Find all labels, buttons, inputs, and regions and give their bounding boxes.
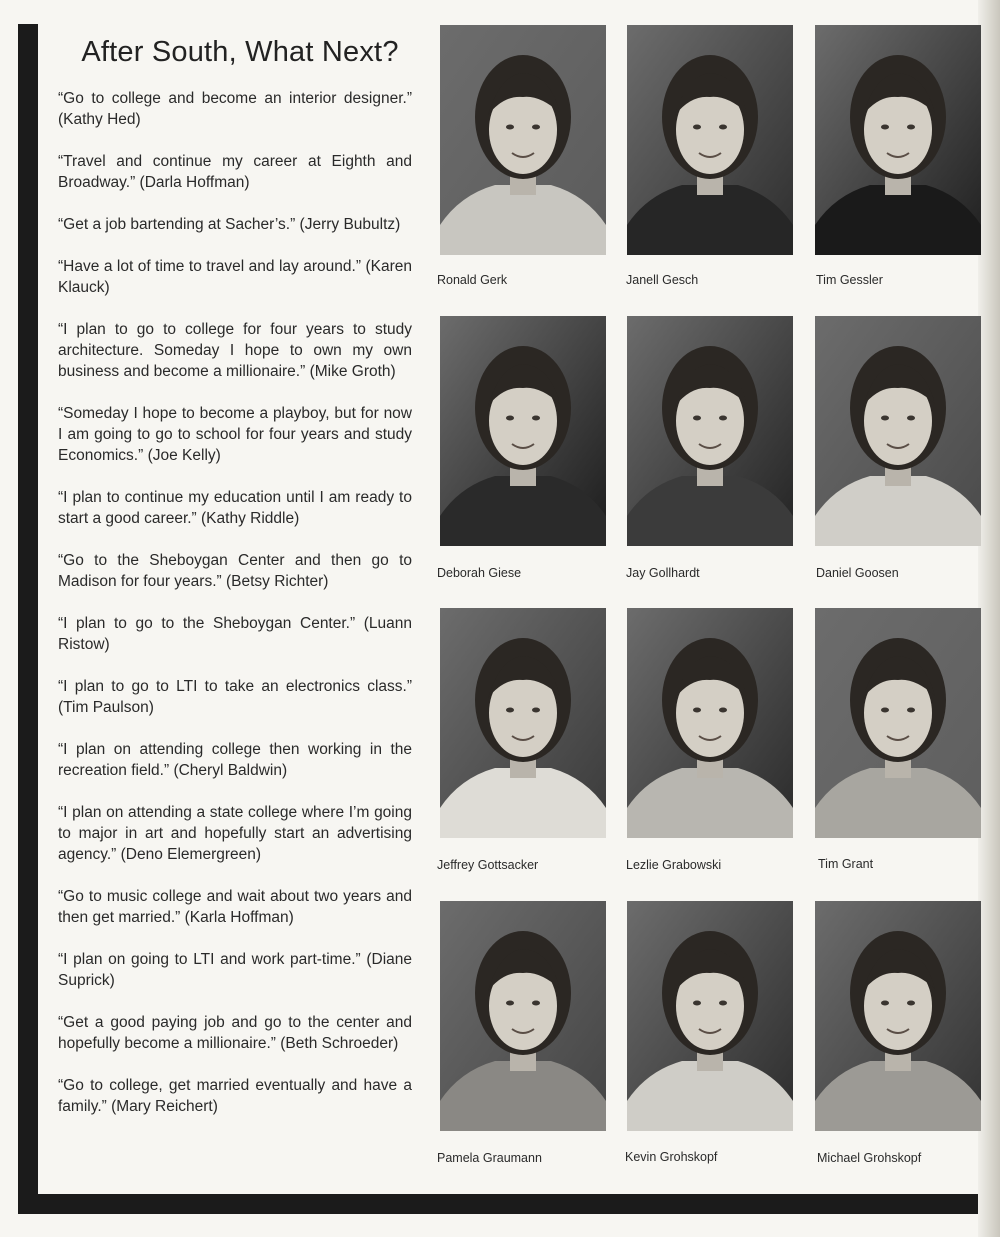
portrait-caption: Deborah Giese	[437, 566, 522, 580]
quote-item: “I plan to go to the Sheboygan Center.” (Luann Ristow)	[58, 615, 412, 653]
portrait-caption: Daniel Goosen	[816, 566, 899, 580]
portrait-photo-icon	[440, 901, 606, 1131]
portrait-photo-icon	[440, 316, 606, 546]
portrait-caption: Tim Gessler	[816, 273, 883, 287]
portrait-caption: Lezlie Grabowski	[626, 858, 722, 872]
portrait-photo-icon	[440, 608, 606, 838]
quote-item: “I plan to continue my education until I am ready to start a good career.” (Kathy Riddle)	[58, 489, 412, 527]
quote-item: “I plan on attending college then working in the recreation field.” (Cheryl Baldwin)	[58, 741, 412, 779]
portrait-photo-icon	[627, 25, 793, 255]
page-border-bottom	[18, 1194, 1000, 1214]
portrait-photo-icon	[627, 608, 793, 838]
quote-list	[58, 88, 412, 1138]
quote-item: “I plan to go to college for four years to study architecture. Someday I hope to own my own business and become a millionaire.” (Mike Groth)	[58, 321, 412, 380]
portrait-photo-icon	[815, 25, 981, 255]
portrait-caption: Pamela Graumann	[437, 1151, 542, 1165]
quote-item: “Go to college and become an interior designer.” (Kathy Hed)	[58, 90, 412, 128]
quote-item: “Get a good paying job and go to the center and hopefully become a millionaire.” (Beth Schroeder)	[58, 1014, 412, 1052]
portrait-caption: Michael Grohskopf	[817, 1151, 922, 1165]
portrait-caption: Kevin Grohskopf	[625, 1150, 718, 1164]
quote-item: “Have a lot of time to travel and lay around.” (Karen Klauck)	[58, 258, 412, 296]
portrait-photo-icon	[815, 608, 981, 838]
portrait-caption: Janell Gesch	[626, 273, 699, 287]
portrait-photo-icon	[815, 316, 981, 546]
portrait-photo-icon	[627, 901, 793, 1131]
quote-item: “I plan on going to LTI and work part-time.” (Diane Suprick)	[58, 951, 412, 989]
portrait-caption: Jeffrey Gottsacker	[437, 858, 539, 872]
page-gutter-edge	[978, 0, 1000, 1237]
quote-item: “I plan to go to LTI to take an electronics class.” (Tim Paulson)	[58, 678, 412, 716]
quote-item: “Go to music college and wait about two years and then get married.” (Karla Hoffman)	[58, 888, 412, 926]
quote-item: “Someday I hope to become a playboy, but for now I am going to go to school for four years and study Economics.” (Joe Kelly)	[58, 405, 412, 464]
page-title: After South, What Next?	[81, 36, 399, 68]
quote-item: “Go to college, get married eventually and have a family.” (Mary Reichert)	[58, 1077, 412, 1115]
page-border-left	[18, 24, 38, 1214]
portrait-photo-icon	[627, 316, 793, 546]
portrait-photo-icon	[440, 25, 606, 255]
quote-item: “Get a job bartending at Sacher’s.” (Jerry Bubultz)	[58, 216, 401, 233]
quote-item: “I plan on attending a state college where I’m going to major in art and hopefully start an advertising agency.” (Deno Elemergreen)	[58, 804, 412, 863]
portrait-caption: Tim Grant	[818, 857, 874, 871]
quote-item: “Travel and continue my career at Eighth and Broadway.” (Darla Hoffman)	[58, 153, 412, 191]
portrait-caption: Ronald Gerk	[437, 273, 508, 287]
quote-item: “Go to the Sheboygan Center and then go to Madison for four years.” (Betsy Richter)	[58, 552, 412, 590]
portrait-caption: Jay Gollhardt	[626, 566, 700, 580]
portrait-photo-icon	[815, 901, 981, 1131]
